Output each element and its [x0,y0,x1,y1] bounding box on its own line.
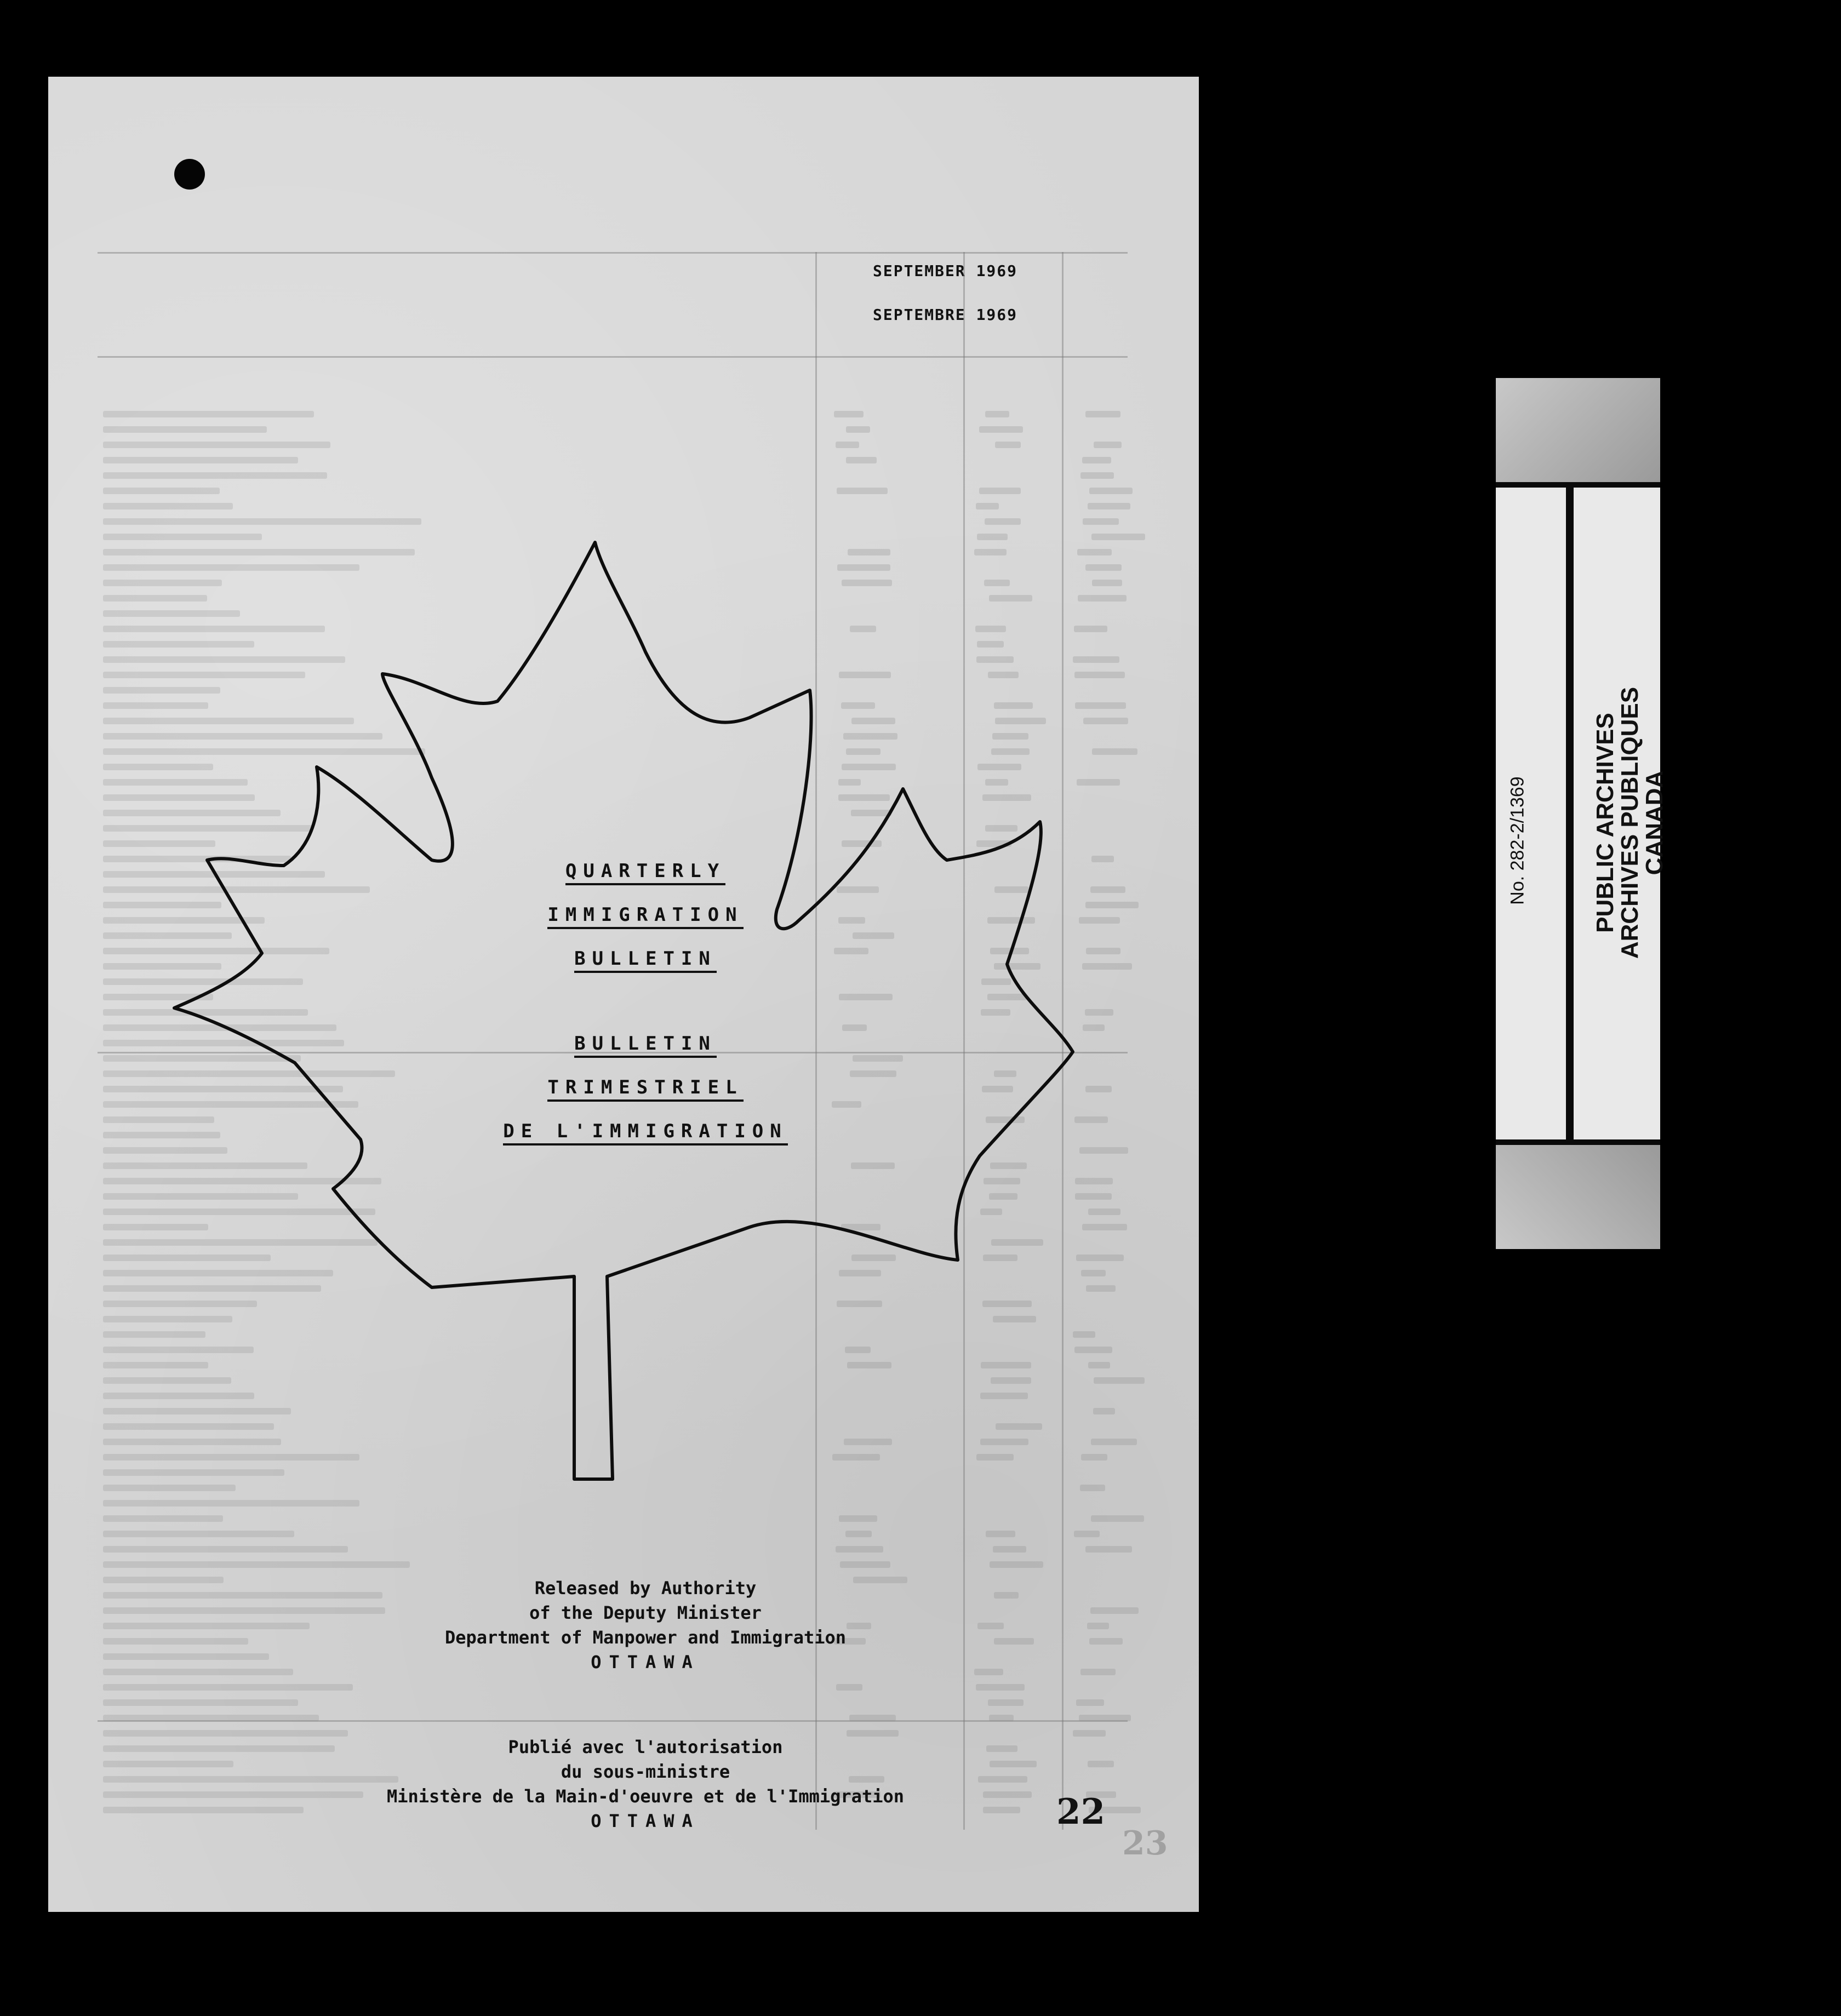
archive-label-line-2: ARCHIVES PUBLIQUES [1616,686,1643,959]
authority-english-line-1: Released by Authority [534,1578,757,1599]
page-number: 22 [1056,1791,1106,1832]
authority-french-line-1: Publié avec l'autorisation [508,1737,783,1757]
title-french-line-2: TRIMESTRIEL [382,1076,908,1098]
ghost-page-number: 23 [1122,1824,1168,1863]
authority-french-line-4: OTTAWA [591,1811,700,1831]
title-english-line-3: BULLETIN [382,948,908,970]
authority-english-line-4: OTTAWA [591,1652,700,1673]
title-french-line-1: BULLETIN [382,1033,908,1055]
authority-english-line-2: of the Deputy Minister [529,1602,762,1623]
scanned-page [48,77,1199,1912]
header-date-english: SEPTEMBER 1969 [873,262,1018,280]
archive-label-line-1: PUBLIC ARCHIVES [1592,713,1619,933]
label-bottom-strip [1496,1145,1660,1249]
label-stripe [1566,488,1574,1139]
archive-label-line-3: CANADA [1641,770,1668,875]
title-english-line-1: QUARTERLY [382,860,908,882]
authority-english-line-3: Department of Manpower and Immigration [444,1627,847,1648]
title-english-line-2: IMMIGRATION [382,904,908,926]
header-date-french: SEPTEMBRE 1969 [873,306,1018,324]
label-top-strip [1496,378,1660,482]
authority-french-line-2: du sous-ministre [561,1761,730,1782]
title-french-line-3: DE L'IMMIGRATION [382,1120,908,1142]
archive-label-number: No. 282-2/1369 [1507,776,1528,905]
authority-french-line-3: Ministère de la Main-d'oeuvre et de l'Immigration [386,1786,904,1807]
